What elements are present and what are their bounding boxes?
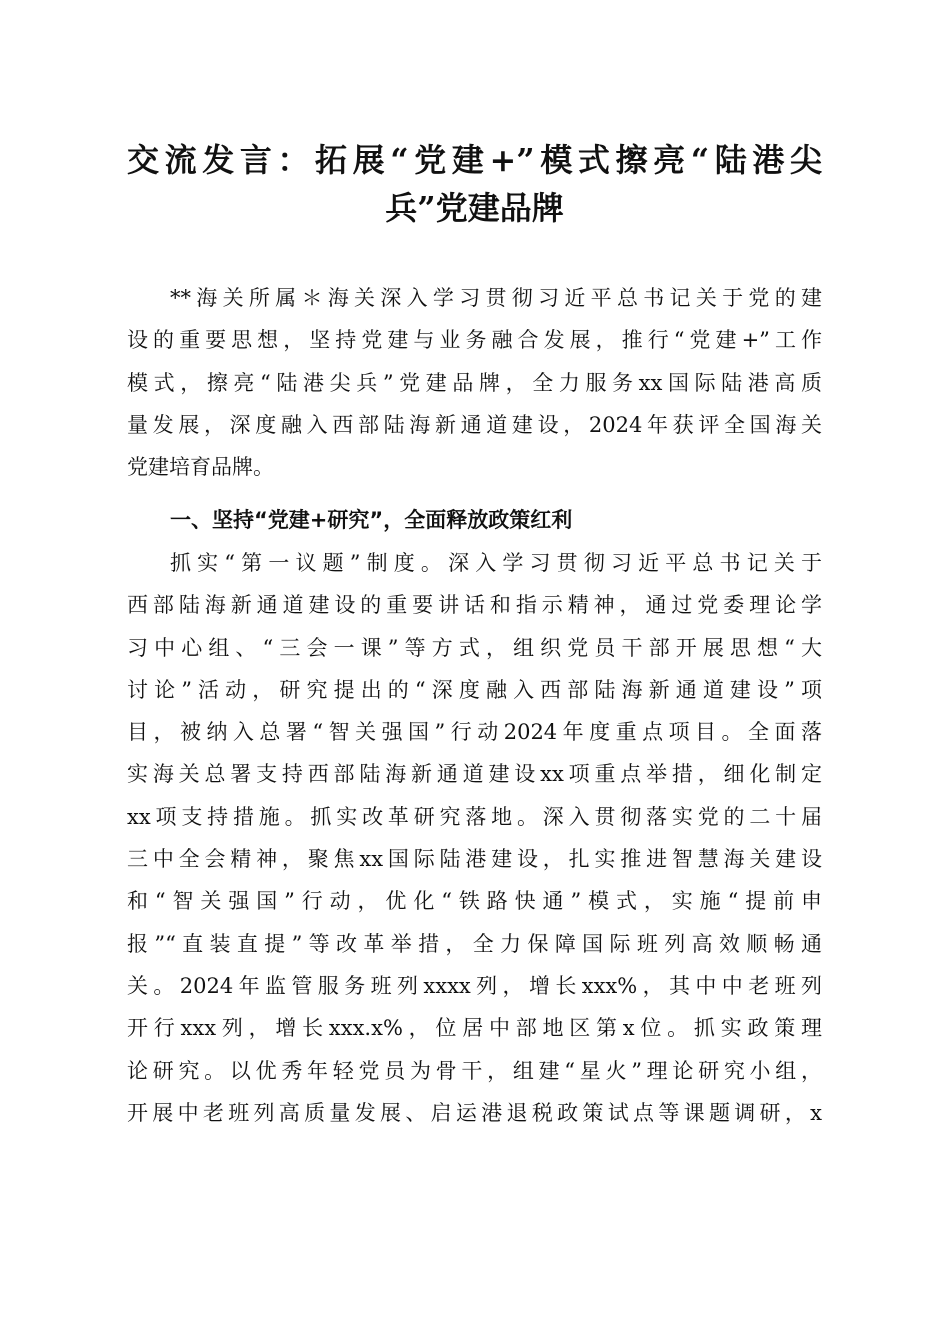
text-line: 习中心组、“三会一课”等方式，组织党员干部开展思想“大 [127,635,822,660]
text-line: 和“智关强国”行动，优化“铁路快通”模式，实施“提前申 [127,889,822,914]
text-line: **海关所属＊海关深入学习贯彻习近平总书记关于党的建 [170,286,822,310]
text-line: 模式，擦亮“陆港尖兵”党建品牌，全力服务xx国际陆港高质 [127,370,822,395]
text-line: 关。2024年监管服务班列xxxx列，增长xxx%，其中中老班列 [127,973,822,998]
text-line: 开展中老班列高质量发展、启运港退税政策试点等课题调研，x [127,1100,822,1125]
text-line: 党建培育品牌。 [127,455,274,480]
section-heading: 一、坚持“党建+研究”，全面释放政策红利 [170,508,573,532]
text-line: 讨论”活动，研究提出的“深度融入西部陆海新通道建设”项 [127,677,822,702]
text-line: 开行xxx列，增长xxx.x%，位居中部地区第x位。抓实政策理 [127,1016,822,1041]
text-line: 目，被纳入总署“智关强国”行动2024年度重点项目。全面落 [127,720,822,745]
text-line: 论研究。以优秀年轻党员为骨干，组建“星火”理论研究小组， [127,1058,822,1083]
text-line: 设的重要思想，坚持党建与业务融合发展，推行“党建+”工作 [127,328,822,353]
text-line: 西部陆海新通道建设的重要讲话和指示精神，通过党委理论学 [127,593,822,618]
text-line: 实海关总署支持西部陆海新通道建设xx项重点举措，细化制定 [127,762,822,787]
document-title-line-1: 交流发言：拓展“党建+”模式擦亮“陆港尖 [127,141,822,179]
section-body-paragraph [127,542,822,1134]
text-line: 报”“直装直提”等改革举措，全力保障国际班列高效顺畅通 [127,931,822,956]
intro-paragraph [127,277,822,488]
document-title-line-2: 兵”党建品牌 [385,189,564,227]
text-line: 抓实“第一议题”制度。深入学习贯彻习近平总书记关于 [170,551,822,575]
text-line: 三中全会精神，聚焦xx国际陆港建设，扎实推进智慧海关建设 [127,847,822,872]
text-line: xx项支持措施。抓实改革研究落地。深入贯彻落实党的二十届 [127,804,822,829]
text-line: 量发展，深度融入西部陆海新通道建设，2024年获评全国海关 [127,412,822,437]
